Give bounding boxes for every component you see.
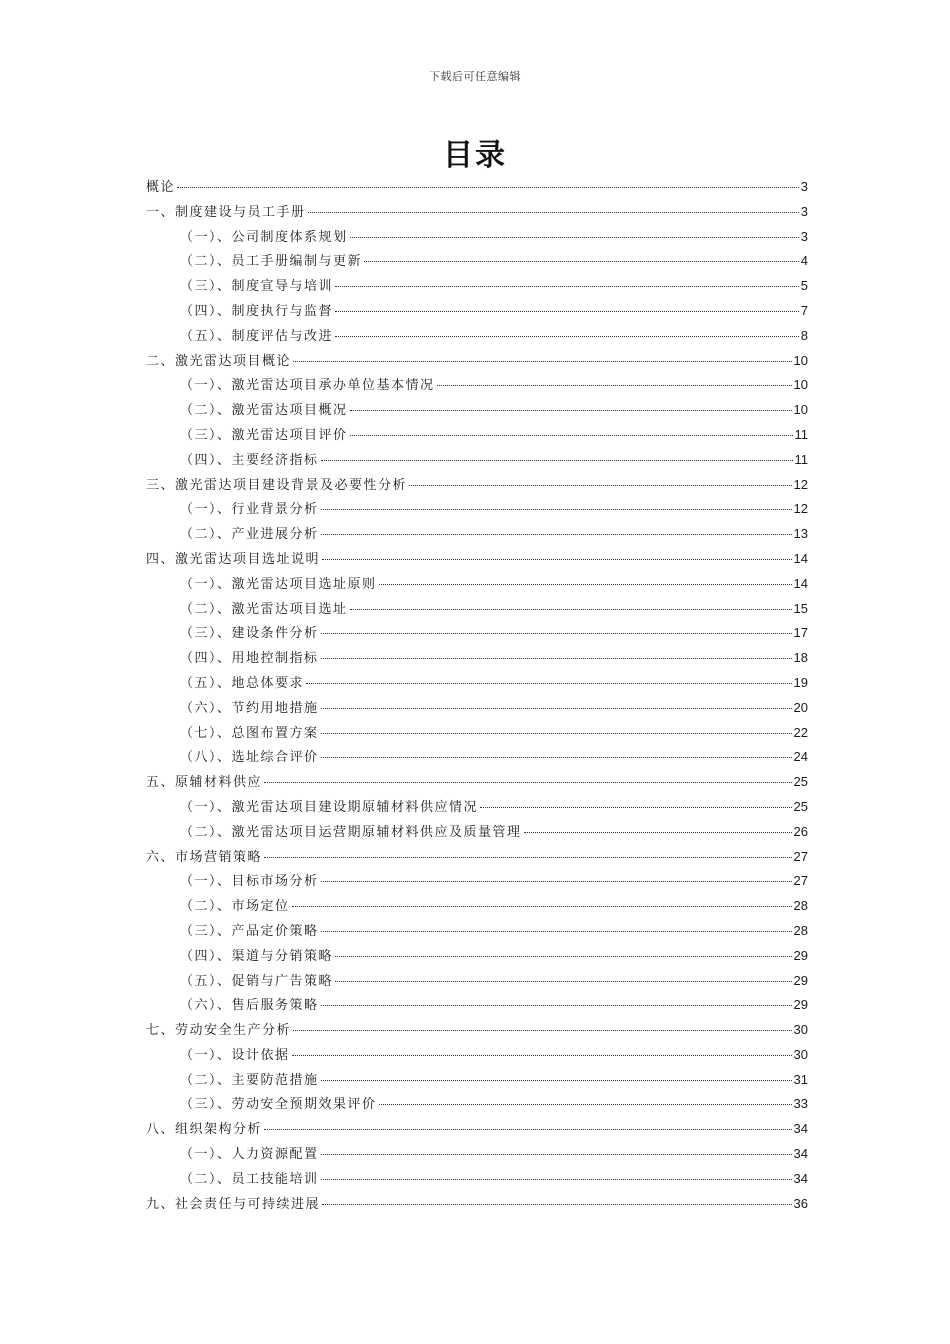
toc-page-number: 30 xyxy=(793,1022,808,1038)
toc-entry-label: 概论 xyxy=(146,180,176,195)
toc-page-number: 25 xyxy=(793,798,808,814)
toc-dot-leader xyxy=(322,559,792,560)
toc-dot-leader xyxy=(321,1154,792,1155)
toc-dot-leader xyxy=(409,485,792,486)
toc-dot-leader xyxy=(379,584,792,585)
toc-dot-leader xyxy=(293,1030,792,1031)
toc-entry-label: （一）、人力资源配置 xyxy=(180,1147,319,1163)
toc-entry[interactable] xyxy=(146,597,808,622)
toc-page-number: 27 xyxy=(793,848,808,864)
toc-page-number: 27 xyxy=(793,873,808,889)
toc-dot-leader xyxy=(321,1080,792,1081)
toc-page-number: 7 xyxy=(800,302,808,318)
toc-entry[interactable] xyxy=(146,621,808,646)
toc-page-number: 13 xyxy=(793,526,808,542)
toc-dot-leader xyxy=(292,906,792,907)
toc-entry-label: （一）、激光雷达项目选址原则 xyxy=(180,576,377,592)
toc-dot-leader xyxy=(264,782,792,783)
toc-entry-label: （二）、激光雷达项目概况 xyxy=(180,403,348,419)
toc-page-number: 34 xyxy=(793,1146,808,1162)
toc-dot-leader xyxy=(321,1005,792,1006)
toc-entry-label: （一）、目标市场分析 xyxy=(180,874,319,890)
toc-dot-leader xyxy=(350,237,799,238)
toc-dot-leader xyxy=(524,832,792,833)
toc-page-number: 28 xyxy=(793,922,808,938)
toc-entry-label: 七、劳动安全生产分析 xyxy=(146,1023,292,1039)
toc-entry[interactable] xyxy=(146,225,808,250)
toc-entry-label: （三）、劳动安全预期效果评价 xyxy=(180,1097,377,1113)
toc-entry[interactable] xyxy=(146,721,808,746)
toc-entry[interactable] xyxy=(146,1043,808,1068)
toc-page-number: 25 xyxy=(793,774,808,790)
toc-page-number: 12 xyxy=(793,501,808,517)
toc-dot-leader xyxy=(350,609,792,610)
toc-page-number: 3 xyxy=(800,203,808,219)
toc-page-number: 28 xyxy=(793,898,808,914)
toc-page-number: 22 xyxy=(793,724,808,740)
toc-entry[interactable] xyxy=(146,249,808,274)
toc-entry-label: 一、制度建设与员工手册 xyxy=(146,204,306,220)
toc-dot-leader xyxy=(293,361,792,362)
toc-page-number: 8 xyxy=(800,327,808,343)
toc-entry-label: （七）、总图布置方案 xyxy=(180,725,319,741)
toc-entry[interactable] xyxy=(146,894,808,919)
toc-page-number: 20 xyxy=(793,699,808,715)
toc-page-number: 10 xyxy=(793,377,808,393)
toc-entry-label: （二）、员工手册编制与更新 xyxy=(180,254,363,270)
toc-dot-leader xyxy=(321,931,792,932)
toc-entry[interactable] xyxy=(146,572,808,597)
toc-entry[interactable] xyxy=(146,547,808,572)
toc-entry[interactable] xyxy=(146,175,808,200)
toc-entry[interactable] xyxy=(146,497,808,522)
toc-dot-leader xyxy=(292,1055,792,1056)
toc-page-number: 36 xyxy=(793,1195,808,1211)
toc-dot-leader xyxy=(322,1204,792,1205)
toc-page-number: 31 xyxy=(793,1071,808,1087)
toc-entry[interactable] xyxy=(146,274,808,299)
toc-page-number: 11 xyxy=(794,426,808,442)
toc-entry[interactable] xyxy=(146,919,808,944)
toc-entry[interactable] xyxy=(146,869,808,894)
toc-entry-label: 四、激光雷达项目选址说明 xyxy=(146,551,321,567)
toc-entry[interactable] xyxy=(146,696,808,721)
toc-dot-leader xyxy=(437,385,792,386)
toc-page-number: 12 xyxy=(793,476,808,492)
toc-dot-leader xyxy=(321,658,792,659)
toc-dot-leader xyxy=(321,633,792,634)
toc-entry-label: （一）、激光雷达项目建设期原辅材料供应情况 xyxy=(180,799,479,815)
toc-page-number: 3 xyxy=(800,179,808,194)
toc-page-number: 14 xyxy=(793,575,808,591)
toc-dot-leader xyxy=(308,212,799,213)
toc-dot-leader xyxy=(264,1129,792,1130)
toc-entry-label: 六、市场营销策略 xyxy=(146,849,263,865)
toc-entry[interactable] xyxy=(146,299,808,324)
toc-entry[interactable] xyxy=(146,448,808,473)
toc-entry[interactable] xyxy=(146,200,808,225)
toc-entry[interactable] xyxy=(146,820,808,845)
toc-dot-leader xyxy=(364,261,799,262)
toc-entry-label: （二）、主要防范措施 xyxy=(180,1072,319,1088)
toc-entry[interactable] xyxy=(146,1068,808,1093)
toc-page-number: 33 xyxy=(793,1096,808,1112)
toc-entry[interactable] xyxy=(146,770,808,795)
toc-entry-label: 九、社会责任与可持续进展 xyxy=(146,1196,321,1212)
toc-entry[interactable] xyxy=(146,993,808,1018)
toc-dot-leader xyxy=(321,708,792,709)
toc-entry[interactable] xyxy=(146,1192,808,1217)
toc-entry-label: 二、激光雷达项目概论 xyxy=(146,353,292,369)
toc-entry-label: （二）、产业进展分析 xyxy=(180,527,319,543)
toc-entry-label: （二）、市场定位 xyxy=(180,899,290,915)
toc-entry-label: （一）、设计依据 xyxy=(180,1047,290,1063)
toc-entry-label: （五）、地总体要求 xyxy=(180,675,305,691)
toc-dot-leader xyxy=(335,311,799,312)
toc-entry-label: （二）、员工技能培训 xyxy=(180,1171,319,1187)
toc-entry-label: （二）、激光雷达项目选址 xyxy=(180,601,348,617)
toc-entry-label: 五、原辅材料供应 xyxy=(146,775,263,791)
toc-page-number: 5 xyxy=(800,278,808,294)
toc-entry-label: （二）、激光雷达项目运营期原辅材料供应及质量管理 xyxy=(180,824,522,840)
toc-page-number: 30 xyxy=(793,1046,808,1062)
toc-entry[interactable] xyxy=(146,845,808,870)
toc-dot-leader xyxy=(335,956,792,957)
toc-entry-label: （三）、建设条件分析 xyxy=(180,626,319,642)
toc-dot-leader xyxy=(350,435,793,436)
toc-entry-label: （三）、产品定价策略 xyxy=(180,923,319,939)
toc-entry-label: （一）、激光雷达项目承办单位基本情况 xyxy=(180,378,435,394)
toc-entry-label: （四）、制度执行与监督 xyxy=(180,303,334,319)
toc-entry-label: （六）、售后服务策略 xyxy=(180,998,319,1014)
toc-dot-leader xyxy=(335,336,799,337)
toc-dot-leader xyxy=(379,1104,792,1105)
toc-page-number: 14 xyxy=(793,550,808,566)
toc-entry-label: （一）、公司制度体系规划 xyxy=(180,229,348,245)
toc-entry-label: （五）、制度评估与改进 xyxy=(180,328,334,344)
toc-entry[interactable] xyxy=(146,646,808,671)
toc-entry[interactable] xyxy=(146,522,808,547)
toc-entry[interactable] xyxy=(146,349,808,374)
toc-entry[interactable] xyxy=(146,969,808,994)
toc-page-number: 24 xyxy=(793,749,808,765)
toc-entry-label: （六）、节约用地措施 xyxy=(180,700,319,716)
toc-entry-label: （三）、制度宣导与培训 xyxy=(180,279,334,295)
toc-entry[interactable] xyxy=(146,944,808,969)
toc-entry-label: （八）、选址综合评价 xyxy=(180,750,319,766)
toc-entry[interactable] xyxy=(146,1092,808,1117)
toc-entry-label: （五）、促销与广告策略 xyxy=(180,973,334,989)
toc-entry[interactable] xyxy=(146,324,808,349)
toc-page-number: 18 xyxy=(793,650,808,666)
table-of-contents xyxy=(146,175,808,1216)
toc-entry-label: （四）、用地控制指标 xyxy=(180,651,319,667)
toc-entry[interactable] xyxy=(146,1018,808,1043)
toc-entry-label: 八、组织架构分析 xyxy=(146,1122,263,1138)
toc-entry-label: （四）、主要经济指标 xyxy=(180,452,319,468)
toc-page-number: 26 xyxy=(793,823,808,839)
toc-entry[interactable] xyxy=(146,1117,808,1142)
toc-entry[interactable] xyxy=(146,473,808,498)
toc-dot-leader xyxy=(321,509,792,510)
toc-page-number: 19 xyxy=(793,674,808,690)
toc-dot-leader xyxy=(321,1179,792,1180)
toc-entry[interactable] xyxy=(146,1167,808,1192)
toc-entry[interactable] xyxy=(146,795,808,820)
toc-dot-leader xyxy=(177,187,799,188)
toc-page-number: 29 xyxy=(793,947,808,963)
toc-entry[interactable] xyxy=(146,745,808,770)
toc-dot-leader xyxy=(321,534,792,535)
toc-page-number: 15 xyxy=(793,600,808,616)
toc-page-number: 4 xyxy=(800,253,808,269)
toc-entry[interactable] xyxy=(146,1142,808,1167)
toc-page-number: 10 xyxy=(793,402,808,418)
toc-entry[interactable] xyxy=(146,423,808,448)
page-title: 目录 xyxy=(443,138,507,173)
toc-entry-label: （三）、激光雷达项目评价 xyxy=(180,427,348,443)
toc-entry-label: （四）、渠道与分销策略 xyxy=(180,948,334,964)
toc-dot-leader xyxy=(321,757,792,758)
toc-page-number: 3 xyxy=(800,228,808,244)
toc-entry-label: （一）、行业背景分析 xyxy=(180,502,319,518)
toc-dot-leader xyxy=(335,981,792,982)
toc-entry[interactable] xyxy=(146,373,808,398)
toc-entry-label: 三、激光雷达项目建设背景及必要性分析 xyxy=(146,477,408,493)
toc-dot-leader xyxy=(321,460,793,461)
toc-dot-leader xyxy=(335,286,799,287)
toc-page-number: 34 xyxy=(793,1121,808,1137)
toc-page-number: 29 xyxy=(793,997,808,1013)
toc-entry[interactable] xyxy=(146,398,808,423)
toc-page-number: 11 xyxy=(794,451,808,467)
toc-dot-leader xyxy=(321,733,792,734)
toc-entry[interactable] xyxy=(146,671,808,696)
toc-page-number: 17 xyxy=(793,625,808,641)
toc-page-number: 29 xyxy=(793,972,808,988)
toc-dot-leader xyxy=(264,857,792,858)
toc-dot-leader xyxy=(306,683,792,684)
toc-page-number: 34 xyxy=(793,1170,808,1186)
toc-dot-leader xyxy=(350,410,792,411)
page-header-note: 下载后可任意编辑 xyxy=(429,70,521,83)
toc-dot-leader xyxy=(480,807,792,808)
toc-dot-leader xyxy=(321,881,792,882)
toc-page-number: 10 xyxy=(793,352,808,368)
